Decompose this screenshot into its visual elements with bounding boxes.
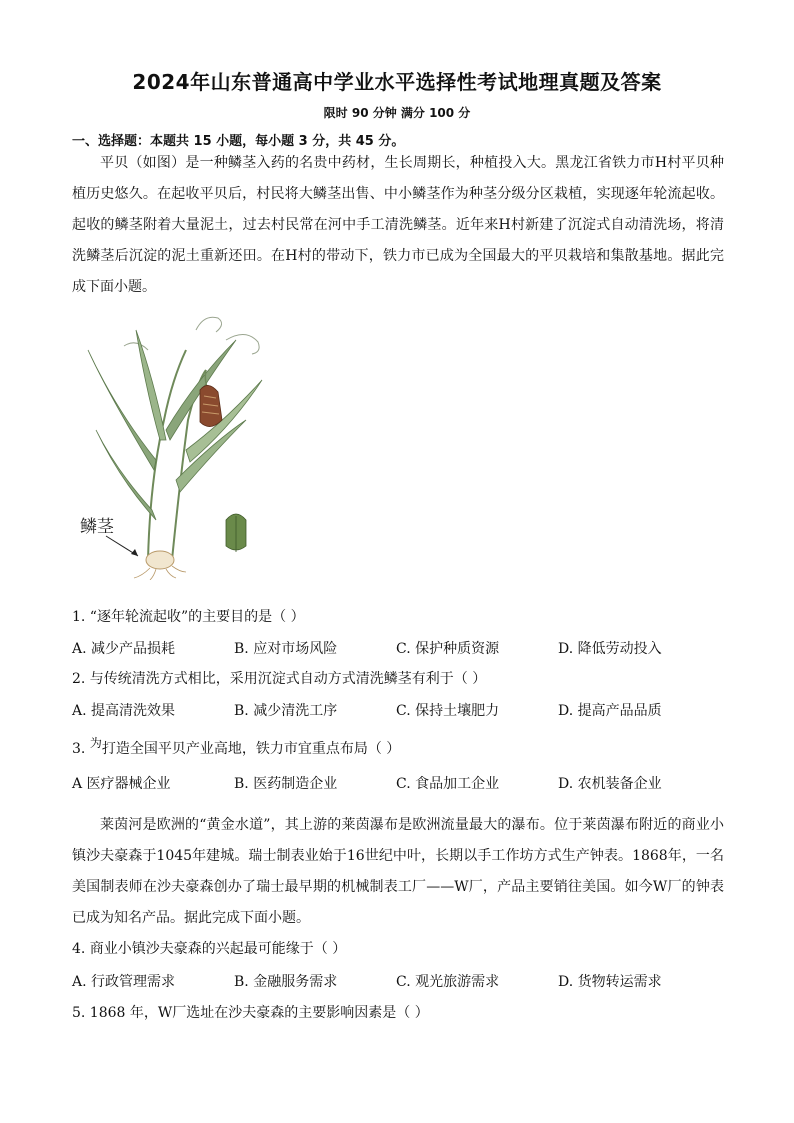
q3-raised-char: 为 xyxy=(89,736,102,750)
q3-option-a[interactable]: A 医疗器械企业 xyxy=(72,776,171,792)
passage-1 xyxy=(72,148,724,303)
q3-number: 3. xyxy=(72,741,90,757)
q1-option-d[interactable]: D. 降低劳动投入 xyxy=(558,641,662,657)
q1-option-a[interactable]: A. 减少产品损耗 xyxy=(72,641,176,657)
page-title: 2024年山东普通高中学业水平选择性考试地理真题及答案 xyxy=(132,70,662,94)
q3-option-b[interactable]: B. 医药制造企业 xyxy=(234,776,338,792)
q4-option-c[interactable]: C. 观光旅游需求 xyxy=(396,974,500,990)
q2-option-b[interactable]: B. 减少清洗工序 xyxy=(234,703,338,719)
fritillaria-plant-illustration xyxy=(76,310,266,580)
q2-option-a[interactable]: A. 提高清洗效果 xyxy=(72,703,176,719)
question-3-options xyxy=(72,773,732,793)
question-4-options xyxy=(72,971,732,991)
q3-option-d[interactable]: D. 农机装备企业 xyxy=(558,776,662,792)
section-heading: 一、选择题：本题共 15 小题，每小题 3 分，共 45 分。 xyxy=(72,134,405,149)
q1-option-c[interactable]: C. 保护种质资源 xyxy=(396,641,500,657)
question-3-stem xyxy=(72,738,400,758)
question-2-stem: 2. 与传统清洗方式相比，采用沉淀式自动方式清洗鳞茎有利于（ ） xyxy=(72,671,487,687)
question-5-stem: 5. 1868 年，W厂选址在沙夫豪森的主要影响因素是（ ） xyxy=(72,1005,429,1021)
question-4-stem: 4. 商业小镇沙夫豪森的兴起最可能缘于（ ） xyxy=(72,941,347,957)
q2-option-d[interactable]: D. 提高产品品质 xyxy=(558,703,662,719)
q3-option-c[interactable]: C. 食品加工企业 xyxy=(396,776,500,792)
q4-option-d[interactable]: D. 货物转运需求 xyxy=(558,974,662,990)
exam-time-score: 限时 90 分钟 满分 100 分 xyxy=(323,106,471,120)
q4-option-a[interactable]: A. 行政管理需求 xyxy=(72,974,176,990)
q3-text: 打造全国平贝产业高地，铁力市宜重点布局（ ） xyxy=(101,741,401,757)
question-1-stem: 1. “逐年轮流起收”的主要目的是（ ） xyxy=(72,609,305,625)
q1-option-b[interactable]: B. 应对市场风险 xyxy=(234,641,338,657)
passage-2 xyxy=(72,810,724,934)
bulb-label: 鳞茎 xyxy=(80,517,114,537)
q4-option-b[interactable]: B. 金融服务需求 xyxy=(234,974,338,990)
q2-option-c[interactable]: C. 保持土壤肥力 xyxy=(396,703,500,719)
question-2-options xyxy=(72,700,732,720)
passage-2-text: 莱茵河是欧洲的“黄金水道”，其上游的莱茵瀑布是欧洲流量最大的瀑布。位于莱茵瀑布附近的商业小镇沙夫豪森于1045年建城。瑞士制表业始于16世纪中叶，长期以手工作坊方式生产钟表。1868年，一名美国制表师在沙夫豪森创办了瑞士最早期的机械制表工厂——W厂，产品主要销往美国。如今W厂的钟表已成为知名产品。据此完成下面小题。 xyxy=(72,817,724,926)
question-1-options xyxy=(72,638,732,658)
passage-1-text: 平贝（如图）是一种鳞茎入药的名贵中药材，生长周期长，种植投入大。黑龙江省铁力市H村平贝种植历史悠久。在起收平贝后，村民将大鳞茎出售、中小鳞茎作为种茎分级分区栽植，实现逐年轮流起收。起收的鳞茎附着大量泥土，过去村民常在河中手工清洗鳞茎。近年来H村新建了沉淀式自动清洗场，将清洗鳞茎后沉淀的泥土重新还田。在H村的带动下，铁力市已成为全国最大的平贝栽培和集散基地。据此完成下面小题。 xyxy=(72,155,724,295)
